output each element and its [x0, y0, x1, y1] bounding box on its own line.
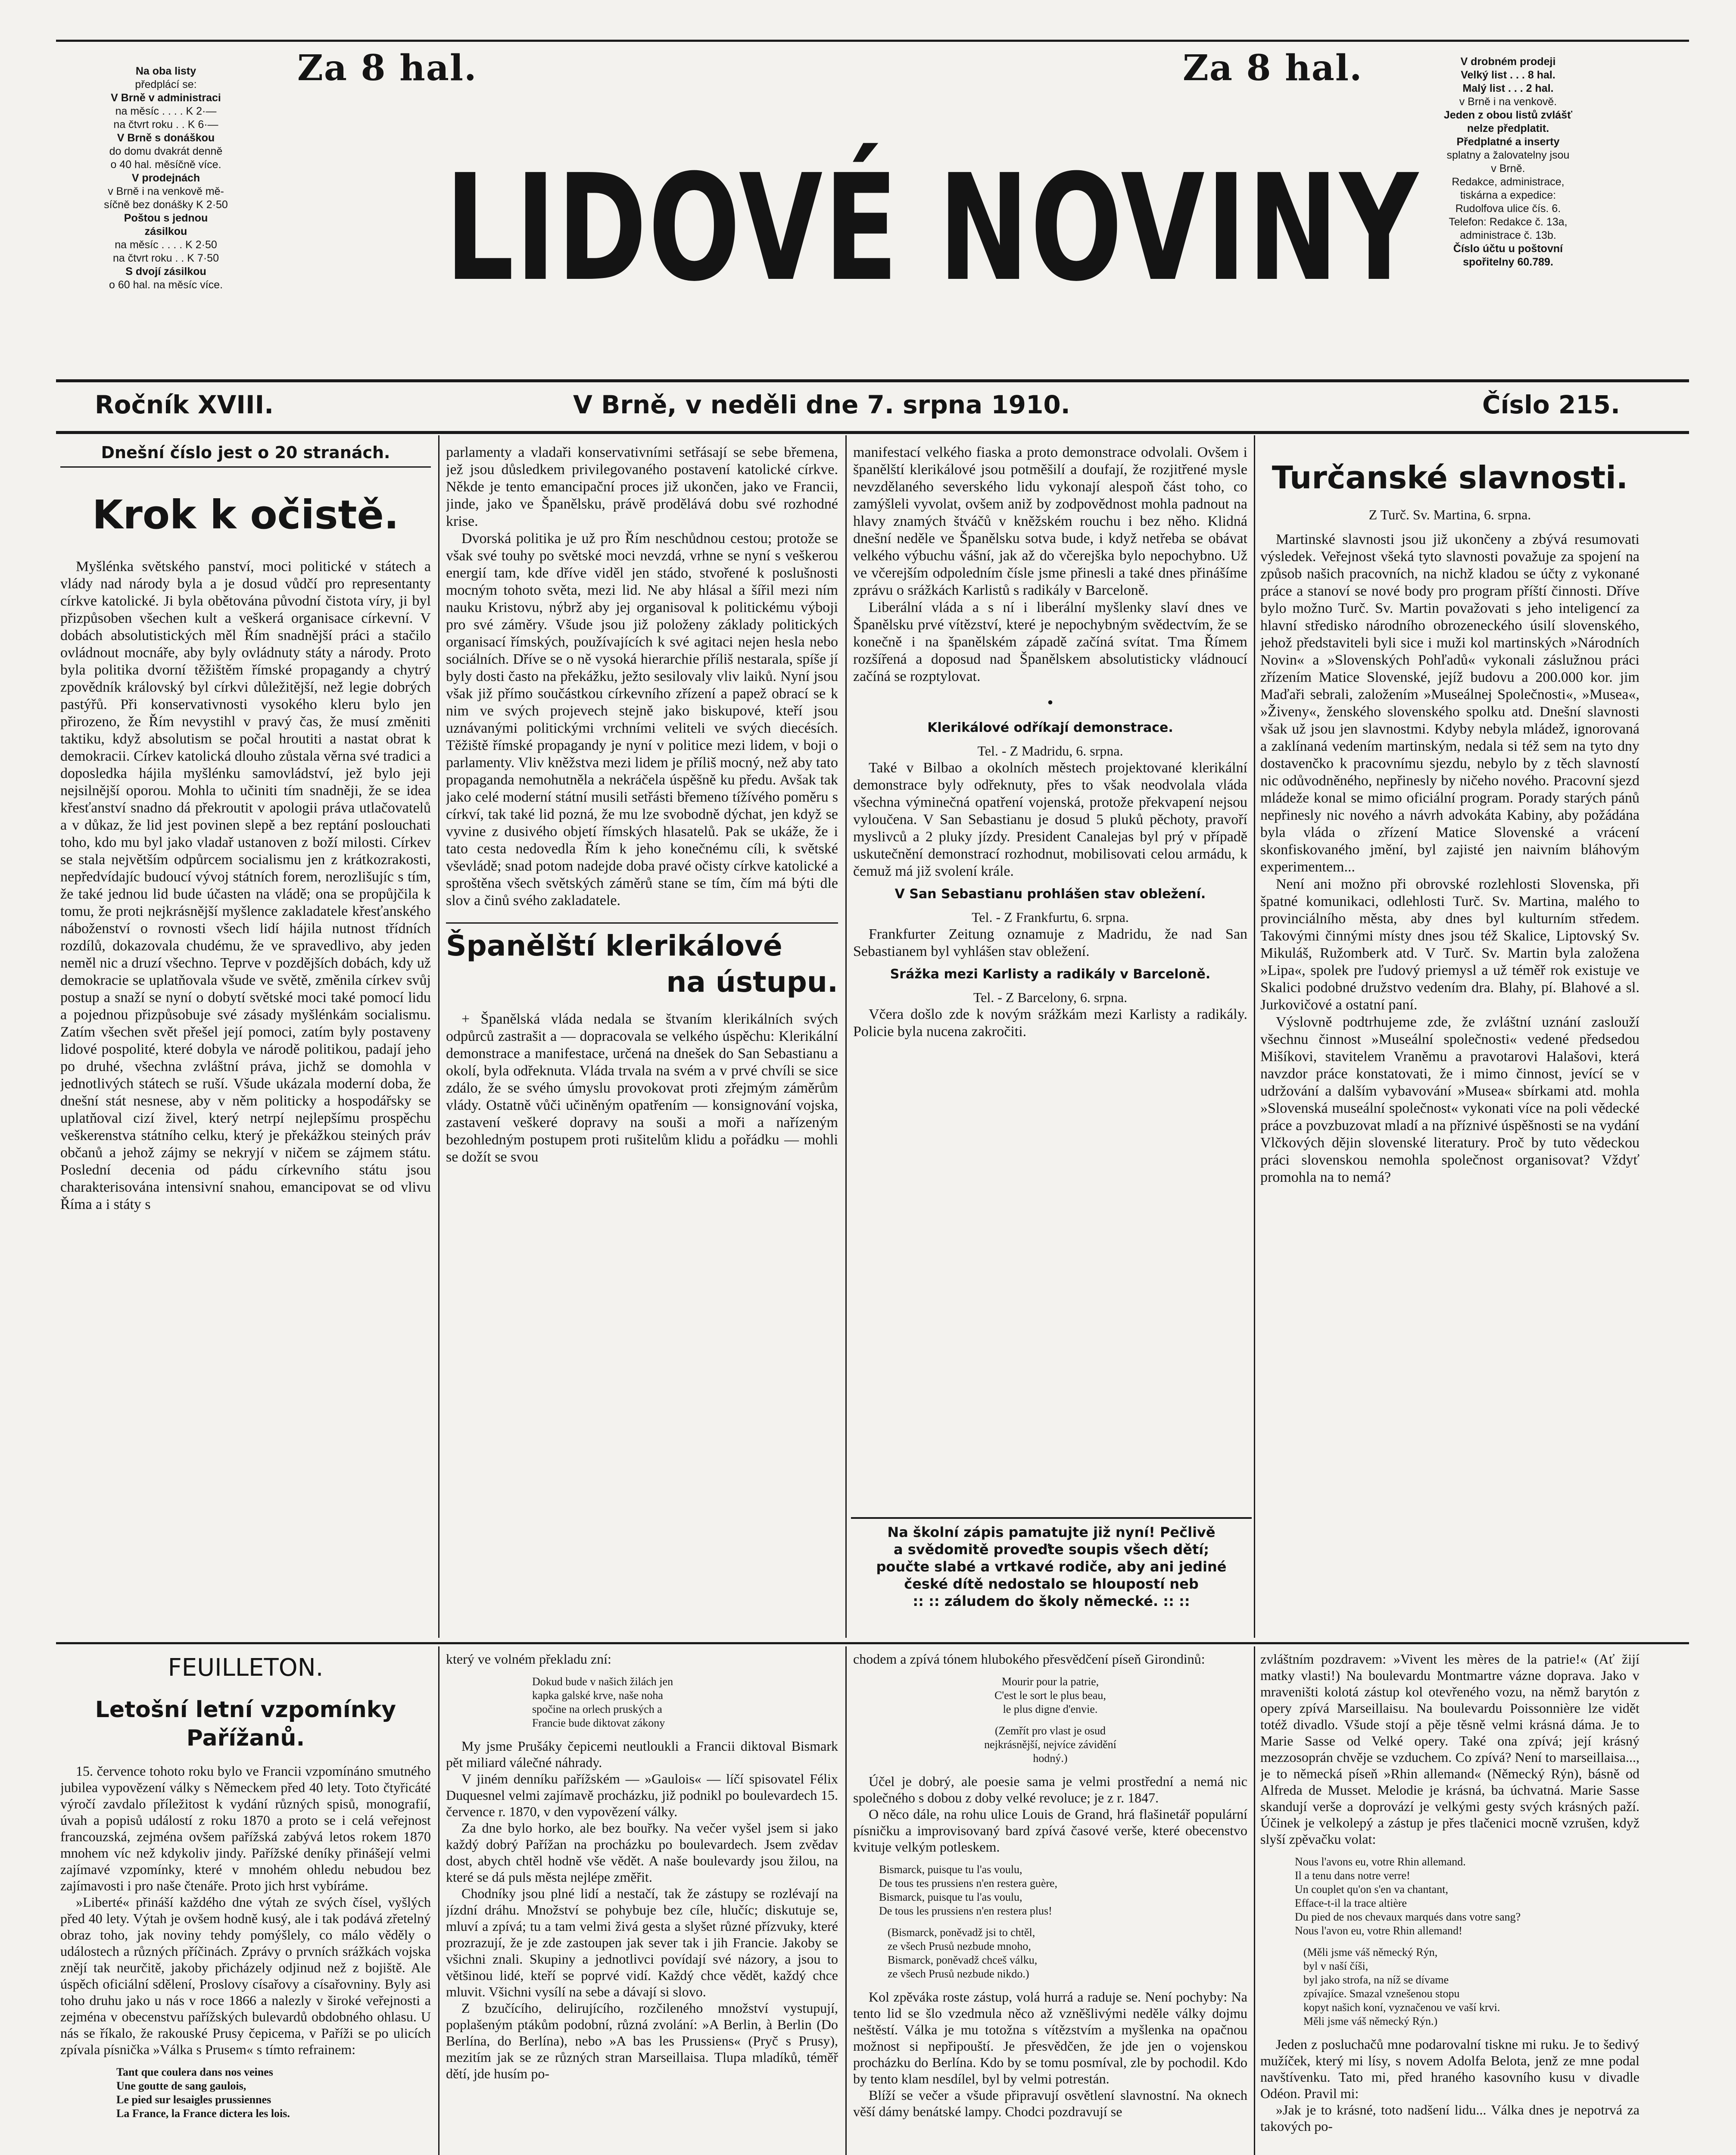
feuilleton-text-13: Jeden z posluchačů mne podarovalní tiskne mi ruku. Je to šedivý mužíček, který mi lísy, s novem Adolfa Belota, jenž ze mne podal navštívenku. Tato mi, před hraného kasovního kusu v divadle Odéon. Pravil mi:: [1260, 2036, 1639, 2101]
info-line: administrace č. 13b.: [1460, 229, 1556, 241]
verse-line: Dokud bude v našich žilách jen: [532, 1675, 673, 1688]
song-czech: [446, 1675, 838, 1730]
masthead-rule-bottom: [56, 431, 1689, 434]
verse-line: Tant que coulera dans nos veines: [116, 2066, 273, 2078]
verse-line: (Bismarck, poněvadž jsi to chtěl,: [888, 1926, 1035, 1939]
subhead-demonstrations: Klerikálové odříkají demonstrace.: [927, 720, 1173, 735]
info-line: na čtvrt roku . . K 6·—: [113, 119, 218, 131]
column-4: [1260, 457, 1639, 1638]
info-line: spořitelny 60.789.: [1463, 256, 1553, 268]
song-french: [60, 2065, 431, 2121]
info-line: tiskárna a expedice:: [1460, 189, 1556, 201]
subscription-info-right: [1407, 55, 1609, 269]
verse-line: Bismarck, poněvadž chceš válku,: [888, 1954, 1038, 1966]
feuilleton-text-3: My jsme Prušáky čepicemi neutloukli a Francii diktoval Bismark pět miliard válečné náhrady.: [446, 1738, 838, 1770]
info-line: Malý list . . . 2 hal.: [1462, 82, 1554, 94]
info-line: o 60 hal. na měsíc více.: [109, 279, 223, 291]
verse-line: kopyt našich koní, vyznačenou ve vaší krvi.: [1303, 2001, 1500, 2014]
turcany-text-3: Výslovně podtrhujeme zde, že zvláštní uznání zaslouží všechnu činnost »Museální společnosti« vedené předsedou Mišíkovi, stavitelem Vraněmu a pravotarovi Halašovi, která navzdor práce konstatovati, že i mimo činnost, jevící se v udržování a dalším vybavování »Musea« sbírkami atd. mohla »Slovenská museální společnost« vykonati více na poli vědecké práce a povzbuzovat mladí a na příznivé úspěšnosti se na vydání Vlčkových dějin slovenské literatury. Proč by tuto vědeckou práci slovenskou nemohla společnost organisovat? Vždyť promohla na to nemá?: [1260, 1014, 1639, 1185]
subhead-siege: V San Sebastianu prohlášen stav obležení.: [894, 887, 1206, 902]
turcany-text-1: Martinské slavnosti jsou již ukončeny a zbývá resumovati výsledek. Veřejnost všeká tyto slavnosti považuje za spojení na způsob našich pracovních, na nichž kladou se účty z vykonané práce a stanoví se nové body pro program příští činnosti. Dříve bylo možno Turč. Sv. Martin považovati s jeho inteligencí za hlavní středisko národního obrozeneckého úsilí slovenského, jehož představiteli byli sice i muži kol martinských »Národních Novin« a »Slovenských Pohľadů« vykonali záslužnou práci zřízením Matice Slovenské, jejíž budovu a 200.000 kor. jim Maďaři sebrali, založením »Museálnej Společnosti«, »Musea«, »Živeny«, ženského slovenského spolku atd. Dnešní slavnosti však už jsou jen slavnostmi. Kdyby nebyla mládež, ignorovaná a zaklínaná vedením martinským, nedala si též sem na tyto dny dostavenčko k pracovnímu sjezdu, nebylo by z těch slavností nic odůvodněného, nepřinesly by ničeho nového. Pracovní sjezd mládeže konal se mimo oficiální program. Porady starých pánů nepřinesly nic nového a návrh advokáta Kabiny, aby požádána byla vláda o zřízení Matice Slovenské a vrácení skonfiskovaného jmění, byl zajisté jen naivním bláhovým experimentem...: [1260, 531, 1639, 875]
spain-continuation: manifestací velkého fiaska a proto demonstrace odvolali. Ovšem i španělští klerikálové jsou potměšilí a doufají, že rozjitřené mysle nevzdělaného severského lidu vykonají alespoň část toho, co zamýšleli vyvolat, ovšem aniž by zodpovědnost mohla padnout na hlavy znamých štváčů v kněžském rouchu i bez něho. Klidná dnešní neděle ve Španělsku sotva bude, i když netřeba se obávat velkého výbuchu vášní, jak až do včerejška bylo nepochybno. Už ve včerejším odpoledním čísle jsme přinesli a také dnes přinášíme zprávu o srážkách Karlistů s radikály v Barceloně.: [853, 444, 1247, 598]
verse-line: ze všech Prusů nezbude nikdo.): [888, 1968, 1029, 1980]
verse-line: Nous l'avons eu, votre Rhin allemand.: [1295, 1855, 1466, 1868]
info-line: v Brně.: [1491, 162, 1525, 175]
info-line: S dvojí zásilkou: [125, 265, 206, 278]
verse-line: zpívajíce. Smazal vznešenou stopu: [1303, 1987, 1460, 2000]
verse-line: Bismarck, puisque tu l'as voulu,: [879, 1891, 1022, 1903]
info-line: V Brně s donáškou: [117, 132, 215, 144]
article-divider: [446, 922, 838, 924]
info-line: nelze předplatit.: [1467, 122, 1549, 134]
issue-number: Číslo 215.: [1482, 390, 1620, 419]
verse-line: Bismarck, puisque tu l'as voulu,: [879, 1863, 1022, 1876]
frankfurt-text: Frankfurter Zeitung oznamuje z Madridu, že nad San Sebastianem byl vyhlášen stav obležení.: [853, 926, 1247, 959]
barcelona-text: Včera došlo zde k novým srážkám mezi Karlisty a radikály. Policie byla nucena zakročiti.: [853, 1006, 1247, 1040]
verse-line: hodný.): [1033, 1752, 1068, 1765]
song-bismarck-translation: [853, 1926, 1247, 1981]
column-2: [446, 444, 838, 1638]
info-line: Poštou s jednou: [124, 212, 208, 224]
price-right: Za 8 hal.: [1183, 47, 1363, 89]
feuilleton-translation-intro: který ve volném překladu zní:: [446, 1651, 611, 1667]
verse-line: Efface-t-il la trace altière: [1295, 1897, 1407, 1909]
subscription-info-left: [65, 65, 267, 292]
verse-line: le plus digne d'envie.: [1003, 1703, 1098, 1715]
info-line: na měsíc . . . . K 2·50: [115, 239, 217, 251]
feuilleton-column-1: [60, 1651, 431, 2155]
info-line: V Brně v administraci: [111, 92, 221, 104]
school-notice: [853, 1524, 1250, 1610]
school-notice-line: poučte slabé a vrtkavé rodiče, aby ani jediné: [876, 1558, 1227, 1575]
masthead-rule-top: [56, 379, 1689, 382]
verse-line: nejkrásnější, nejvíce závidění: [984, 1738, 1116, 1751]
info-line: na čtvrt roku . . K 7·50: [113, 252, 219, 264]
feuilleton-text-1: 15. července tohoto roku bylo ve Francii vzpomínáno smutného jubilea vypovězení války s Německem před 40 lety. Toto čtyřicáté výročí zavdalo příležitost k vydání různých spisů, monografií, úvah a popisů událostí z roku 1870 a proto se i celá veřejnost francouzská, zejména ovšem pařížská zabývá letos rokem 1870 mnohem víc než kdykoliv jindy. Pařížské deníky přinášejí velmi zajímavé vzpomínky, které v mnohém ohledu nebudou bez zajímavosti i pro naše čtenáře. Proto jich hrst vybíráme.: [60, 1763, 431, 1893]
feuilleton-text-9: O něco dále, na rohu ulice Louis de Grand, hrá flašinetář populární písničku a improvisovaný bard zpívá časové verše, které obecenstvo kvituje velkým potleskem.: [853, 1806, 1247, 1855]
spain-text: + Španělská vláda nedala se štvaním klerikálních svých odpůrců zastrašit a — dopracovala se velkého úspěchu: Klerikální demonstrace a manifestace, určená na dnešek do San Sebastianu a okolí, byla odřeknuta. Vláda trvala na svém a v prvé chvíli se sice zdálo, že se svého úmyslu provokovat proti zřejmým záměrům vlády. Ostatně vůči učiněným opatřením — konsignování vojska, zastavení veškeré dopravy na souši a moři a nařízeným bezohledným postupem proti rušitelům klidu a pořádku — mohli se dožít se svou: [446, 1011, 838, 1165]
verse-line: De tous les prussiens n'en restera plus!: [879, 1905, 1052, 1917]
info-line: Jeden z obou listů zvlášť: [1443, 109, 1573, 121]
info-line: splatny a žalovatelny jsou: [1446, 149, 1570, 161]
dateline-martin: Z Turč. Sv. Martina, 6. srpna.: [1368, 507, 1531, 522]
dateline-barcelona: Tel. - Z Barcelony, 6. srpna.: [973, 990, 1128, 1005]
price-left: Za 8 hal.: [297, 47, 477, 89]
song-bismarck: [853, 1863, 1247, 1918]
turcany-headline: Turčanské slavnosti.: [1272, 459, 1628, 496]
verse-line: Une goutte de sang gaulois,: [116, 2080, 246, 2092]
info-line: V prodejnách: [131, 172, 200, 184]
info-line: Redakce, administrace,: [1452, 176, 1565, 188]
volume-label: Ročník XVIII.: [95, 390, 274, 419]
column-rule-2: [845, 435, 847, 1638]
column-rule-1: [438, 435, 439, 1638]
verse-line: byl jako strofa, na níž se dívame: [1303, 1974, 1449, 1986]
info-line: do domu dvakrát denně: [109, 145, 223, 157]
feuilleton-title: Letošní letní vzpomínky Pařížanů.: [95, 1697, 396, 1751]
info-line: zásilkou: [144, 225, 187, 237]
page-count-notice: Dnešní číslo jest o 20 stranách.: [60, 444, 431, 468]
verse-line: spočine na orlech pruských a: [532, 1703, 662, 1715]
verse-line: Un couplet qu'on s'en va chantant,: [1295, 1883, 1448, 1896]
column-rule-3: [1254, 435, 1255, 1638]
info-line: na měsíc . . . . K 2·—: [115, 105, 217, 117]
info-line: Předplatné a inserty: [1456, 136, 1560, 148]
school-notice-line: :: :: záludem do školy německé. :: ::: [913, 1593, 1190, 1609]
feuilleton-text-14: »Jak je to krásné, toto nadšení lidu... Válka dnes je nepotrvá za takových po-: [1260, 2102, 1639, 2134]
leader-text: Myšlénka světského panství, moci politické v státech a vlády nad národy byla a je dosud vůdčí pro representanty církve katolické. Ji byla obětována původní čistota víry, ji byl přizpůsoben všechen kult a veškerá organisace církevní. V dobách absolutistických měl Řím snadnější práci a stačilo ovládnout mocnáře, aby byly ovládnuty státy a národy. Proto byla politika dvorní těžištěm římské propagandy a chytrý zpovědník královský byl církvi důležitější, než legie dobrých pastýřů. Při konservativnosti vysokého kleru bylo jen přirozeno, že Řím nevystihl v pravý čas, že musí změniti taktiku, když absolutism se počal hroutiti a nastat obrat k demokracii. Církev katolická dlouho zůstala věrna své tradici a doposledka hájila myšlénku samovládství, jež bylo jeji nejsilnější oporou. Mohla to učiniti tím snadněji, že se idea křesťanství snadno dá překroutit v apologii práva utlačovatelů a v důkaz, že lid jest povinen slepě a bez reptání poslouchati toho, kdo mu byl jako vladař ustanoven z boží milosti. Církev se stala největším odpůrcem socialismu jen z krátkozrakosti, nepředvídajíc budoucí vývoj státních forem, nerozlišujíc s tím, že také jednou lid bude účasten na vládě; ona se propůjčila k tomu, že proti nejkrásnější myšlence zakladatele křesťanského náboženství o rovnosti všech lidí hájila nutnost třídních rozdílů, dokazovala chudému, že ve spravedlivo, aby jeden neměl nic a druzí všechno. Teprve v pozdějších dobách, kdy už demokracie se uplatňovala všude ve světě, změnila církev svůj postup a snaží se nyní o dobytí světské moci také pomocí lidu a pojednou přizpůsobuje své zásady myšlénkám socialismu. Zatím všechen svět přešel její pomoci, zatím byly postaveny lidové pospolité, které dobyla ve národě politikou, padají jeho po druhé, všechna zvláštní práva, jichž se domohla v jednotlivých státech se ruší. Všude ukázala moderní doba, že dnešní stát nesnese, aby v něm politicky a hospodářsky se uplatňoval cizí živel, který netrpí nejlepšímu prospěchu veškerenstva státního celku, který je překážkou steiných práv občanů a jehož zájmy se nekryjí v ničem se zájmem státu. Poslední decenia od pádu církevního státu jsou charakterisována intensivní snahou, emancipovat se od vlivu Říma a i státy s: [60, 559, 431, 1212]
notice-rule-top: [851, 1517, 1252, 1519]
turcany-text-2: Není ani možno při obrovské rozlehlosti Slovenska, při špatné komunikaci, odlehlosti Turč. Sv. Martina, malého to provinciálního města, aby dnes byl kulturním středem. Takovými činnými místy dnes jsou též Skalice, Liptovský Sv. Mikuláš, Ružomberk atd. V Turč. Sv. Martin byla založena »Lipa«, spolek pre ľudový priemysl a už téměř rok existuje ve Skalici podobné družstvo vedením dra. Blahy, pí. Blahové a sl. Jurkovičové a ostatní paní.: [1260, 876, 1639, 1013]
dateline-frankfurt: Tel. - Z Frankfurtu, 6. srpna.: [972, 909, 1129, 925]
verse-line: Il a tenu dans notre verre!: [1295, 1869, 1410, 1882]
top-border: [56, 40, 1689, 42]
verse-line: Francie bude diktovat zákony: [532, 1717, 665, 1729]
feuilleton-text-6: Chodníky jsou plné lidí a nestačí, tak že zástupy se rozlévají na jízdní dráhu. Množství se pohybuje bez cíle, hlučíc; diskutuje se, mluví a zpívá; tu a tam velmi živá gesta a slyšet různé přízvuky, které prozrazují, že je zde zastoupen jak sever tak i jih Francie. Jakoby se všichni znali. Skupiny a jednotlivci povídají své názory, a jsou to většinou lidé, kteří se poprvé vidí. Každý chce vědět, každý chce mluvit. Všichni vysílí na sebe a dávají si slovo.: [446, 1886, 838, 1999]
column-leader: [60, 444, 431, 1638]
feuilleton-text-5: Za dne bylo horko, ale bez bouřky. Na večer vyšel jsem si jako každý dobrý Pařížan na procházku po boulevardech. Jsem zvědav dost, abych chtěl hodně vše vědět. A naše boulevardy jsou žilou, na které se dá puls města nejlépe změřit.: [446, 1820, 838, 1885]
verse-line: ze všech Prusů nezbude mnoho,: [888, 1940, 1031, 1952]
dateline-madrid: Tel. - Z Madridu, 6. srpna.: [977, 743, 1123, 759]
newspaper-title: LIDOVÉ NOVINY: [445, 143, 1420, 314]
feuilleton-label: FEUILLETON.: [168, 1654, 324, 1682]
song-girondins: [853, 1675, 1247, 1716]
feuilleton-text-2: »Liberté« přináší každého dne výtah ze svých čísel, vyšlých před 40 lety. Výtah je ovšem hodně kusý, ale i tak podává zřetelný obraz toho, jak noviny tehdy pomýšlely, co málo věděly o událostech a různých příčinách. Zprávy o prvních srážkách vojska znějí tak neurčitě, jakoby přicházely odjinud než z bojiště. Ale úspěch oficiální sdělení, Proslovy císařovy a císařovniny. Byly asi toho druhu jako u nás v roce 1866 a nalezly v široké veřejnosti a zejména v obecenstvu pařížských bulevardů obdobného ohlasu. U nás se říkalo, že rakouské Prusy čepicema, v Paříži se po ulicích zpívala písnička »Válka s Prusem« s tímto refrainem:: [60, 1894, 431, 2057]
verse-line: (Zemřít pro vlast je osud: [994, 1724, 1106, 1737]
verse-line: Nous l'avon eu, votre Rhin allemand!: [1295, 1924, 1462, 1937]
leader-text-2: Dvorská politika je už pro Řím neschůdnou cestou; protože se však své touhy po světské moci nevzdá, vrhne se nyní s veškerou energií tam, kde dříve viděl jen stádo, stvořené k poslušnosti mocným tohoto světa, mezi lid. Ne aby hlásal a šířil mezi ním nauku Kristovu, nýbrž aby jej organisoval k politickému výboji pro své záměry. Všude jsou již položeny základy politických organisací římských, používajících k své agitaci nejen hesla nebo sociálních. Dříve se o ně vysoká hierarchie příliš nestarala, spíše jí byly dosti často na překážku, ježto sesilovaly vliv laiků. Nyní jsou však již přímo součástkou církevního zřízení a papež obrací se k nim ve svých projevech stejně jako biskupové, kteří jsou uznávanými politickými vrchními veliteli ve svých diecésích. Těžiště římské propagandy je nyní v politice mezi lidem, v boji o parlamenty. Vliv kněžstva mezi lidem je příliš mocný, než aby tato propaganda nemohutněla a nekráčela úspěšně ku předu. Avšak tak jako celé moderní státní musili setřásti břemeno tížívého poměru s církví, tak také lid pozná, že mu lze svobodně dýchat, jen když se vyvine z dusivého objetí římských hlasatelů. Pak se ukáže, že i tato cesta nedovedla Řím k jeho konečnému cíli, k světské vševládě; snad potom nadejde doba pravé očisty církve katolické a sproštěna všech světských záměrů stane se tím, čím má býti dle slov a činů svého zakladatele.: [446, 531, 838, 909]
leader-headline: Krok k očistě.: [92, 492, 399, 538]
school-notice-line: české dítě nedostalo se hloupostí neb: [904, 1576, 1199, 1592]
school-notice-line: Na školní zápis pamatujte již nyní! Pečlivě: [887, 1524, 1216, 1540]
info-line: Na oba listy: [135, 65, 196, 77]
feuilleton-rule: [56, 1642, 1689, 1644]
spain-text-2: Liberální vláda a s ní i liberální myšlenky slaví dnes ve Španělsku prvé vítězství, které je nepochybným svědectvím, že se konečně i na španělském západě začíná svítat. Tma Římem rozšířená a doposud nad Španělskem absolutisticky vládnoucí začíná se rozptylovat.: [853, 600, 1247, 684]
feuilleton-text-10: Kol zpěváka roste zástup, volá hurrá a raduje se. Není pochyby: Na tento lid se šlo vzedmula něco až vzněšlivými neděle války dojmu neštěstí. Válka je mu totožna s vítězstvím a myšlenka na opačnou možnost si nepřipouští. Je přesvědčen, že jde jen o vojenskou procházku do Berlína. Kdo by se tomu posmíval, zle by pochodil. Kdo by tento klam nesdílel, byl by velmi potrestán.: [853, 1989, 1247, 2086]
school-notice-line: a svědomitě proveďte soupis všech dětí;: [893, 1541, 1209, 1558]
verse-line: Le pied sur lesaigles prussiennes: [116, 2093, 271, 2106]
song-girondins-translation: [853, 1724, 1247, 1765]
info-line: v Brně i na venkově mě-: [108, 185, 224, 197]
info-line: předplácí se:: [135, 78, 197, 91]
info-line: o 40 hal. měsíčně více.: [110, 159, 221, 171]
feuilleton-text-11: Blíží se večer a všude připravují osvětlení slavnostní. Na oknech věší dámy benátské lampy. Chodci pozdravují se: [853, 2087, 1247, 2119]
verse-line: Du pied de nos chevaux marqués dans votre sang?: [1295, 1911, 1521, 1923]
feuilleton-column-rule-1: [438, 1646, 439, 2155]
feuilleton-text-4: V jiném denníku pařížském — »Gaulois« — líčí spisovatel Félix Duquesnel velmi zajímavě procházku, již podnikl po boulevardech 15. července r. 1870, v den vypovězení války.: [446, 1771, 838, 1819]
info-line: Telefon: Redakce č. 13a,: [1449, 216, 1568, 228]
info-line: Velký list . . . 8 hal.: [1461, 69, 1555, 81]
info-line: v Brně i na venkově.: [1459, 96, 1557, 108]
song-rhin: [1260, 1855, 1639, 1938]
feuilleton-column-2: [446, 1651, 838, 2155]
verse-line: kapka galské krve, naše noha: [532, 1689, 663, 1702]
subhead-barcelona: Srážka mezi Karlisty a radikály v Barceloně.: [890, 967, 1211, 982]
feuilleton-text-12: zvláštním pozdravem: »Vivent les mères de la patrie!« (Ať žijí matky vlasti!) Na boulevardu Montmartre vázne doprava. Jako v mraveništi kolotá zástup kol otevřeného vozu, na němž barytón z opery zpívá Marseillaisu. Na boulevardu Poissonnière lze vidět totéž divadlo. Všude stojí a pěje těsně velmi krásná dáma. Je to Marie Sasse od Velké opery. Také ona zpívá; její krásný mezzosoprán chvěje se vzduchem. Co zpívá? Není to marseillaisa..., je to německá píseň »Rhin allemand« (Německý Rýn), básně od Alfreda de Musset. Melodie je krásná, ba úchvatná. Marie Sasse skandují verše a doprovází je velkými gesty svých krásných paží. Účinek je velkolepý a zástup je přes tlačenici mocně vzrušen, když slyší zpěvačku volat:: [1260, 1651, 1639, 1847]
song-rhin-translation: [1260, 1946, 1639, 2028]
feuilleton-text-8: Účel je dobrý, ale poesie sama je velmi prostřední a nemá nic společného s dobou z doby velké revoluce; je z r. 1847.: [853, 1774, 1247, 1805]
verse-line: De tous tes prussiens n'en restera guère,: [879, 1877, 1058, 1890]
verse-line: byl v naší číši,: [1303, 1960, 1368, 1972]
verse-line: La France, la France dictera les lois.: [116, 2107, 290, 2120]
info-line: Číslo účtu u poštovní: [1453, 243, 1563, 255]
feuilleton-girondins-intro: chodem a zpívá tónem hlubokého přesvědčení píseň Girondinů:: [853, 1651, 1205, 1667]
verse-line: (Měli jsme váš německý Rýn,: [1303, 1946, 1438, 1958]
feuilleton-column-3: [853, 1651, 1247, 2155]
verse-line: C'est le sort le plus beau,: [994, 1689, 1106, 1702]
feuilleton-column-rule-2: [845, 1646, 847, 2155]
info-line: síčně bez donášky K 2·50: [104, 199, 228, 211]
verse-line: Měli jsme váš německý Rýn.): [1303, 2015, 1438, 2027]
verse-line: Mourir pour la patrie,: [1001, 1675, 1099, 1688]
bilbao-text: Také v Bilbao a okolních městech projektované klerikální demonstrace byly odřeknuty, přes to však neodvolala vláda všechna výminečná opatření vojenská, protože překvapení nejsou vyloučena. V San Sebastianu je dosud 5 pluků pěchoty, pravoří myslivců a 2 pluky jízdy. President Canalejas byl prý v případě uskutečnění demonstrací rozhodnut, mobilisovati celou armádu, k čemuž má již svolení krále.: [853, 760, 1247, 879]
issue-date: V Brně, v neděli dne 7. srpna 1910.: [573, 390, 1070, 419]
spain-headline-1: Španělští klerikálové: [446, 929, 782, 962]
feuilleton-text-7: Z bzučícího, delirujícího, rozčileného množství vystupují, poplašeným ptákům podobní, různá zvolání: »A Berlin, à Berlin (Do Berlína, do Berlína), nebo »A bas les Prussiens« (Pryč s Prusy), mezitím jak se ze různých stran Marseillaisa. Tlupa mladíků, téměř dětí, jde husím po-: [446, 2000, 838, 2081]
section-dot: •: [1047, 693, 1053, 712]
feuilleton-column-4: [1260, 1651, 1639, 2155]
column-3: [853, 444, 1247, 1496]
info-line: Rudolfova ulice čís. 6.: [1455, 203, 1561, 215]
leader-continuation: parlamenty a vladaři konservativními setřásají se sebe břemena, jež jsou důsledkem privilegovaného postavení katolické církve. Někde je tento emancipační proces již ukončen, jako ve Francii, jinde, jako ve Španělsku, právě prodělává dobu své rozhodné krise.: [446, 444, 838, 529]
feuilleton-column-rule-3: [1254, 1646, 1255, 2155]
spain-headline-2: na ústupu.: [666, 965, 838, 999]
info-line: V drobném prodeji: [1460, 56, 1556, 68]
